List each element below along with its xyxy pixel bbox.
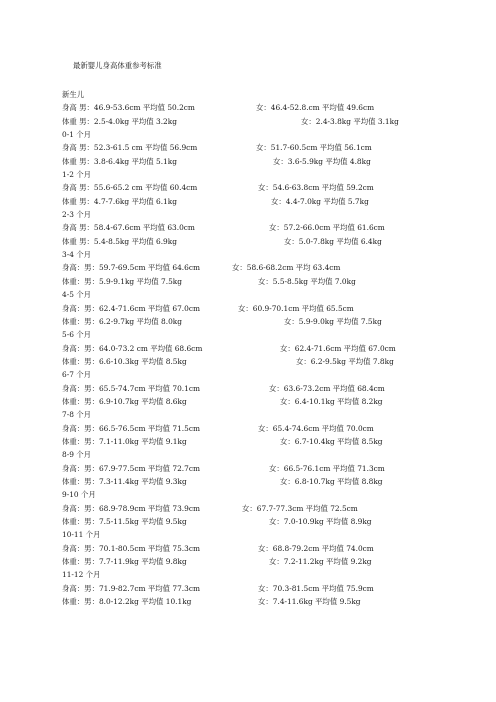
age-label-text: 8-9 个月	[62, 450, 92, 460]
height-row	[62, 422, 482, 435]
weight-row	[62, 355, 482, 368]
height-girls: 女：67.7-77.3cm 平均值 72.5cm	[242, 503, 358, 513]
weight-boys: 体重 男：5.4-8.5kg 平均值 6.9kg	[62, 236, 177, 246]
weight-row	[62, 275, 482, 288]
weight-girls: 女：5.5-8.5kg 平均值 7.0kg	[258, 276, 356, 286]
weight-boys: 体重 男：2.5-4.0kg 平均值 3.2kg	[62, 116, 177, 126]
weight-row	[62, 555, 482, 568]
age-label	[62, 208, 482, 221]
weight-boys: 体重：男：5.9-9.1kg 平均值 7.5kg	[62, 276, 183, 286]
age-label	[62, 288, 482, 301]
height-boys: 身高：男：70.1-80.5cm 平均值 75.3cm	[62, 543, 200, 553]
height-row	[62, 582, 482, 595]
height-boys: 身高：男：62.4-71.6cm 平均值 67.0cm	[62, 303, 200, 313]
height-boys: 身高 男：58.4-67.6cm 平均值 63.0cm	[62, 223, 195, 233]
age-label-text: 0-1 个月	[62, 130, 92, 140]
age-label-text: 5-6 个月	[62, 330, 92, 340]
height-girls: 女：46.4-52.8.cm 平均值 49.6cm	[256, 103, 375, 113]
age-label	[62, 88, 482, 101]
height-girls: 女：62.4-71.6cm 平均值 67.0cm	[280, 343, 396, 353]
age-label	[62, 328, 482, 341]
height-boys: 身高：男：71.9-82.7cm 平均值 77.3cm	[62, 583, 200, 593]
age-label-text: 新生儿	[62, 90, 85, 99]
weight-row	[62, 195, 482, 208]
age-label	[62, 408, 482, 421]
weight-boys: 体重 男：4.7-7.6kg 平均值 6.1kg	[62, 196, 177, 206]
height-girls: 女：54.6-63.8cm 平均值 59.2cm	[258, 183, 374, 193]
age-label-text: 3-4 个月	[62, 250, 92, 260]
height-boys: 身高：男：68.9-78.9cm 平均值 73.9cm	[62, 503, 200, 513]
weight-row	[62, 475, 482, 488]
weight-boys: 体重：男：7.3-11.4kg 平均值 9.3kg	[62, 476, 187, 486]
weight-girls: 女：6.7-10.4kg 平均值 8.5kg	[280, 436, 383, 446]
age-label	[62, 528, 482, 541]
age-label	[62, 128, 482, 141]
age-label-text: 6-7 个月	[62, 370, 92, 380]
height-girls: 女：51.7-60.5cm 平均值 56.1cm	[256, 143, 372, 153]
height-boys: 身高 男：52.3-61.5 cm 平均值 56.9cm	[62, 143, 198, 153]
age-label	[62, 368, 482, 381]
weight-row	[62, 515, 482, 528]
height-girls: 女：66.5-76.1cm 平均值 71.3cm	[269, 463, 385, 473]
age-label	[62, 568, 482, 581]
height-boys: 身高：男：66.5-76.5cm 平均值 71.5cm	[62, 423, 200, 433]
height-row	[62, 382, 482, 395]
weight-row	[62, 235, 482, 248]
weight-row	[62, 435, 482, 448]
age-label-text: 7-8 个月	[62, 410, 92, 420]
weight-boys: 体重 男：3.8-6.4kg 平均值 5.1kg	[62, 156, 177, 166]
weight-boys: 体重：男：7.1-11.0kg 平均值 9.1kg	[62, 436, 187, 446]
weight-row	[62, 395, 482, 408]
height-row	[62, 141, 482, 154]
weight-boys: 体重：男：6.6-10.3kg 平均值 8.5kg	[62, 356, 187, 366]
height-boys: 身高 男：55.6-65.2 cm 平均值 60.4cm	[62, 183, 198, 193]
weight-girls: 女：5.9-9.0kg 平均值 7.5kg	[284, 316, 382, 326]
weight-girls: 女：7.0-10.9kg 平均值 8.9kg	[269, 517, 372, 526]
age-label	[62, 168, 482, 181]
height-boys: 身高：男：67.9-77.5cm 平均值 72.7cm	[62, 463, 200, 473]
weight-boys: 体重：男：7.7-11.9kg 平均值 9.8kg	[62, 557, 187, 567]
weight-girls: 女：6.8-10.7kg 平均值 8.8kg	[280, 476, 383, 486]
height-boys: 身高：男：59.7-69.5cm 平均值 64.6cm	[62, 263, 200, 273]
weight-boys: 体重：男：8.0-12.2kg 平均值 10.1kg	[62, 597, 192, 607]
age-label	[62, 448, 482, 461]
height-girls: 女：57.2-66.0cm 平均值 61.6cm	[269, 223, 385, 233]
height-boys: 身高：男：65.5-74.7cm 平均值 70.1cm	[62, 383, 200, 393]
growth-table	[62, 88, 482, 608]
height-boys: 身高：男：64.0-73.2 cm 平均值 68.6cm	[62, 343, 203, 353]
weight-girls: 女：2.4-3.8kg 平均值 3.1kg	[301, 116, 399, 126]
weight-row	[62, 155, 482, 168]
height-girls: 女：63.6-73.2cm 平均值 68.4cm	[269, 383, 385, 393]
age-label-text: 2-3 个月	[62, 210, 92, 220]
height-row	[62, 542, 482, 555]
weight-boys: 体重：男：6.2-9.7kg 平均值 8.0kg	[62, 316, 183, 326]
height-row	[62, 101, 482, 114]
weight-boys: 体重：男：7.5-11.5kg 平均值 9.5kg	[62, 517, 187, 526]
height-row	[62, 221, 482, 234]
age-label-text: 10-11 个月	[62, 530, 101, 540]
weight-row	[62, 315, 482, 328]
document-title: 最新婴儿身高体重参考标准	[73, 61, 162, 70]
weight-row	[62, 115, 482, 128]
height-girls: 女：65.4-74.6cm 平均值 70.0cm	[258, 423, 374, 433]
height-girls: 女：68.8-79.2cm 平均值 74.0cm	[258, 543, 374, 553]
age-label-text: 1-2 个月	[62, 170, 92, 180]
height-girls: 女：58.6-68.2cm 平均 63.4cm	[232, 263, 341, 273]
height-row	[62, 342, 482, 355]
height-row	[62, 502, 482, 515]
age-label-text: 11-12 个月	[62, 570, 101, 580]
age-label-text: 9-10 个月	[62, 490, 96, 500]
weight-girls: 女：5.0-7.8kg 平均值 6.4kg	[284, 236, 382, 246]
weight-row	[62, 595, 482, 608]
height-girls: 女：60.9-70.1cm 平均值 65.5cm	[238, 303, 354, 313]
height-row	[62, 302, 482, 315]
height-row	[62, 462, 482, 475]
height-row	[62, 261, 482, 274]
weight-girls: 女：6.4-10.1kg 平均值 8.2kg	[280, 396, 383, 406]
height-boys: 身高 男：46.9-53.6cm 平均值 50.2cm	[62, 103, 195, 113]
weight-girls: 女：7.4-11.6kg 平均值 9.5kg	[258, 597, 361, 607]
age-label	[62, 488, 482, 501]
weight-girls: 女：7.2-11.2kg 平均值 9.2kg	[269, 557, 372, 567]
weight-boys: 体重：男：6.9-10.7kg 平均值 8.6kg	[62, 396, 187, 406]
height-row	[62, 181, 482, 194]
age-label	[62, 248, 482, 261]
weight-girls: 女：4.4-7.0kg 平均值 5.7kg	[271, 196, 369, 206]
age-label-text: 4-5 个月	[62, 290, 92, 300]
weight-girls: 女：6.2-9.5kg 平均值 7.8kg	[296, 356, 394, 366]
weight-girls: 女：3.6-5.9kg 平均值 4.8kg	[273, 156, 371, 166]
height-girls: 女：70.3-81.5cm 平均值 75.9cm	[258, 583, 374, 593]
